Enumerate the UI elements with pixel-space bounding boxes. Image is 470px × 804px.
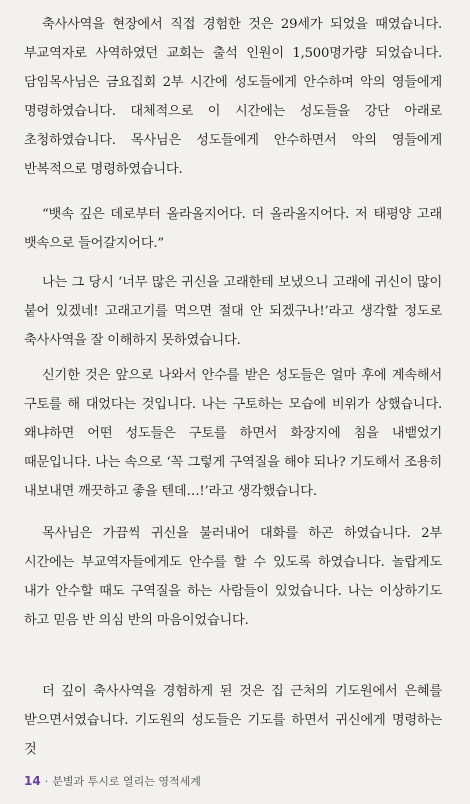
footer-separator: · [44,774,49,788]
paragraph-4: 신기한 것은 앞으로 나와서 안수를 받은 성도들은 얼마 후에 계속해서 구토를 해 대었다는 것입니다. 나는 구토하는 모습에 비위가 상했습니다. 왜냐하면 어떤 성도들은 구토를 하면서 화장지에 침을 내뱉었기 때문입니다. 나는 속으로 ‘꼭 그렇게 구역질을 해야 되나? 기도해서 조용히 내보내면 깨끗하고 좋을 텐데…!’라고 생각했습니다. [24,368,442,499]
paragraph-2: “뱃속 깊은 데로부터 올라올지어다. 더 올라올지어다. 저 태평양 고래 뱃속으로 들어갈지어다.” [24,207,442,251]
paragraph-5: 목사님은 가끔씩 귀신을 불러내어 대화를 하곤 하였습니다. 2부 시간에는 부교역자들에게도 안수를 할 수 있도록 하였습니다. 놀랍게도 내가 안수할 때도 구역질을 하는 사람들이 있었습니다. 나는 이상하기도 하고 믿음 반 의심 반의 마음이었습니다. [24,526,442,628]
book-title: 분별과 투시로 열리는 영적세계 [52,775,201,788]
paragraph-1: 축사사역을 현장에서 직접 경험한 것은 29세가 되었을 때였습니다. 부교역자로 사역하였던 교회는 출석 인원이 1,500명가량 되었습니다. 담임목사님은 금요집회 2부 시간에 성도들에게 안수하며 악의 영들에게 명령하였습니다. 대체적으로 이 시간에는 성도들을 강단 아래로 초청하였습니다. 목사님은 성도들에게 안수하면서 악의 영들에게 반복적으로 명령하였습니다. [24,17,442,177]
paragraph-6: 더 깊이 축사사역을 경험하게 된 것은 집 근처의 기도원에서 은혜를 받으면서였습니다. 기도원의 성도들은 기도를 하면서 귀신에게 명령하는 것 [24,684,442,757]
page-number: 14 [24,774,41,788]
page-footer [24,772,201,790]
paragraph-3: 나는 그 당시 ‘너무 많은 귀신을 고래한테 보냈으니 고래에 귀신이 많이 붙어 있겠네! 고래고기를 먹으면 절대 안 되겠구나!’라고 생각할 정도로 축사사역을 잘 이해하지 못하였습니다. [24,275,442,348]
